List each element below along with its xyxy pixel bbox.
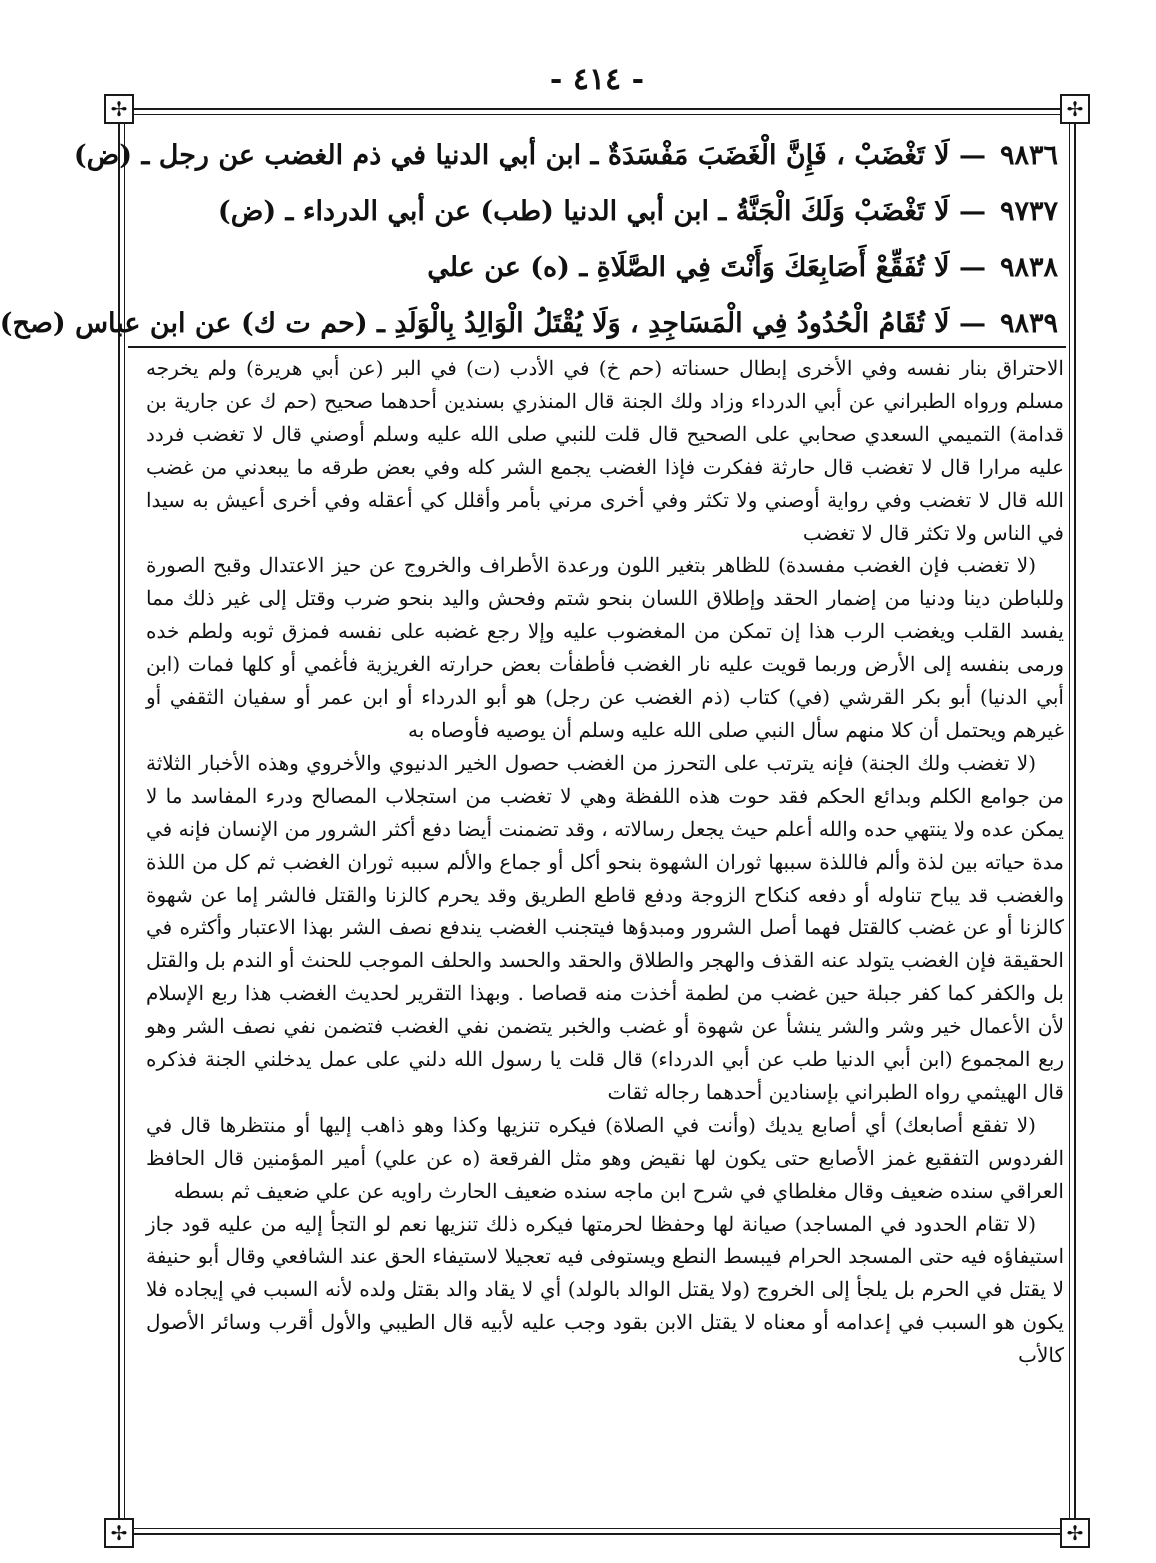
hadith-entry [73,128,1058,184]
hadith-entry [0,296,1058,352]
section-divider [128,346,1066,348]
corner-ornament-icon: ✢ [104,1518,134,1548]
hadith-text: — لَا تُفَقِّعْ أَصَابِعَكَ وَأَنْتَ فِي الصَّلَاةِ ـ (ه) عن علي [427,252,986,283]
hadith-list [0,128,1058,352]
hadith-number: ٩٧٣٧ [999,196,1058,227]
hadith-number: ٩٨٣٩ [999,308,1058,339]
hadith-text: — لَا تَغْضَبْ وَلَكَ الْجَنَّةُ ـ ابن أبي الدنيا (طب) عن أبي الدرداء ـ (ض) [217,196,986,227]
corner-ornament-icon: ✢ [104,94,134,124]
corner-ornament-icon: ✢ [1060,1518,1090,1548]
hadith-text: — لَا تُقَامُ الْحُدُودُ فِي الْمَسَاجِدِ ، وَلَا يُقْتَلُ الْوَالِدُ بِالْوَلَدِ ـ (حم ت ك) عن ابن عباس (صح) [0,308,986,339]
commentary-paragraph: (لا تغضب فإن الغضب مفسدة) للظاهر بتغير اللون ورعدة الأطراف والخروج عن حيز الاعتدال وقبح الصورة وللباطن دينا ودنيا من إضمار الحقد وإطلاق اللسان بنحو شتم وفحش واليد بنحو ضرب وقتل إلى غير ذلك مما يفسد القلب ويغضب الرب هذا إن تمكن من المغضوب عليه وإلا رجع غضبه على نفسه فمزق ثوبه ولطم خده ورمى بنفسه إلى الأرض وربما قويت عليه نار الغضب فأطفأت بعض حرارته الغريزية فأغمي أو كلها فمات (ابن أبي الدنيا) أبو بكر القرشي (في) كتاب (ذم الغضب عن رجل) هو أبو الدرداء أو ابن عمر أو سفيان الثقفي أو غيرهم ويحتمل أن كلا منهم سأل النبي صلى الله عليه وسلم أن يوصيه فأوصاه به [146,553,1064,742]
commentary-paragraph: (لا تغضب ولك الجنة) فإنه يترتب على التحرز من الغضب حصول الخير الدنيوي والأخروي وهذه الأخبار الثلاثة من جوامع الكلم وبدائع الحكم فقد حوت هذه اللفظة وهي لا تغضب من استجلاب المصالح ودرء المفاسد ما لا يمكن عده ولا ينتهي حده والله أعلم حيث يجعل رسالاته ، وقد تضمنت أيضا دفع أكثر الشرور من الإنسان فإنه في مدة حياته بين لذة وألم فاللذة سببها ثوران الشهوة بنحو أكل أو جماع والألم سببه ثوران الغضب ثم كل من اللذة والغضب قد يباح تناوله أو دفعه كنكاح الزوجة ودفع قاطع الطريق وقد يحرم كالزنا والقتل فالشر إما عن شهوة كالزنا أو عن غضب كالقتل فهما أصل الشرور ومبدؤها فيتجنب الغضب يندفع نصف الشر بهذا الاعتبار وأكثره في الحقيقة فإن الغضب يتولد عنه القذف والهجر والطلاق والحقد والحسد والحلف الموجب للحنث أو الندم بل والقتل بل والكفر كما كفر جبلة حين غضب من لطمة أخذت منه قصاصا . وبهذا التقرير لحديث الغضب هذا ربع الإسلام لأن الأعمال خير وشر والشر ينشأ عن شهوة أو غضب والخبر يتضمن نفي الغضب فتضمن نفي نصف الشر وهو ربع المجموع (ابن أبي الدنيا طب عن أبي الدرداء) قال قلت يا رسول الله دلني على عمل يدخلني الجنة فذكره قال الهيثمي رواه الطبراني بإسنادين أحدهما رجاله ثقات [146,750,1065,1104]
hadith-entry [148,184,1058,240]
hadith-text: — لَا تَغْضَبْ ، فَإِنَّ الْغَضَبَ مَفْسَدَةٌ ـ ابن أبي الدنيا في ذم الغضب عن رجل ـ (ض) [73,140,986,171]
commentary [146,352,1064,1372]
hadith-entry [148,240,1058,296]
commentary-paragraph: (لا تفقع أصابعك) أي أصابع يديك (وأنت في الصلاة) فيكره تنزيها وكذا وهو ذاهب إليها أو منتظرها قال في الفردوس التفقيع غمز الأصابع حتى يكون لها نقيض وهو مثل الفرقعة (ه عن علي) أمير المؤمنين قال الحافظ العراقي سنده ضعيف وقال مغلطاي في شرح ابن ماجه سنده ضعيف الحارث راويه عن علي ضعيف ثم بسطه [146,1112,1064,1203]
page-number: - ٤١٤ - [549,62,645,97]
hadith-number: ٩٨٣٦ [999,140,1058,171]
corner-ornament-icon: ✢ [1060,94,1090,124]
commentary-paragraph: (لا تقام الحدود في المساجد) صيانة لها وحفظا لحرمتها فيكره ذلك تنزيها نعم لو التجأ إليه من عليه قود جاز استيفاؤه فيه حتى المسجد الحرام فيبسط النطع ويستوفى فيه تعجيلا لاستيفاء الحق عند الشافعي وقال أبو حنيفة لا يقتل في الحرم بل يلجأ إلى الخروج (ولا يقتل الوالد بالولد) أي لا يقاد والد بقتل ولده لأنه السبب في إيجاده فلا يكون هو السبب في إعدامه أو معناه لا يقتل الابن بقود وجب عليه لأبيه قال الطيبي والأول أقرب وسائر الأصول كالأب [146,1211,1064,1368]
commentary-paragraph: الاحتراق بنار نفسه وفي الأخرى إبطال حسناته (حم خ) في الأدب (ت) في البر (عن أبي هريرة) ولم يخرجه مسلم ورواه الطبراني عن أبي الدرداء وزاد ولك الجنة قال المنذري بسندين أحدهما صحيح (حم ك عن جارية بن قدامة) التميمي السعدي صحابي على الصحيح قال قلت للنبي صلى الله عليه وسلم أوصني قال لا تغضب فردد عليه مرارا قال لا تغضب قال حارثة ففكرت فإذا الغضب يجمع الشر كله وفي بعض طرقه ما يبعدني من غضب الله قال لا تغضب وفي رواية أوصني ولا تكثر وفي أخرى مرني بأمر وأقلل كي أعقله وفي أخرى أعيش به سيدا في الناس ولا تكثر قال لا تغضب [146,356,1064,545]
hadith-number: ٩٨٣٨ [999,252,1058,283]
